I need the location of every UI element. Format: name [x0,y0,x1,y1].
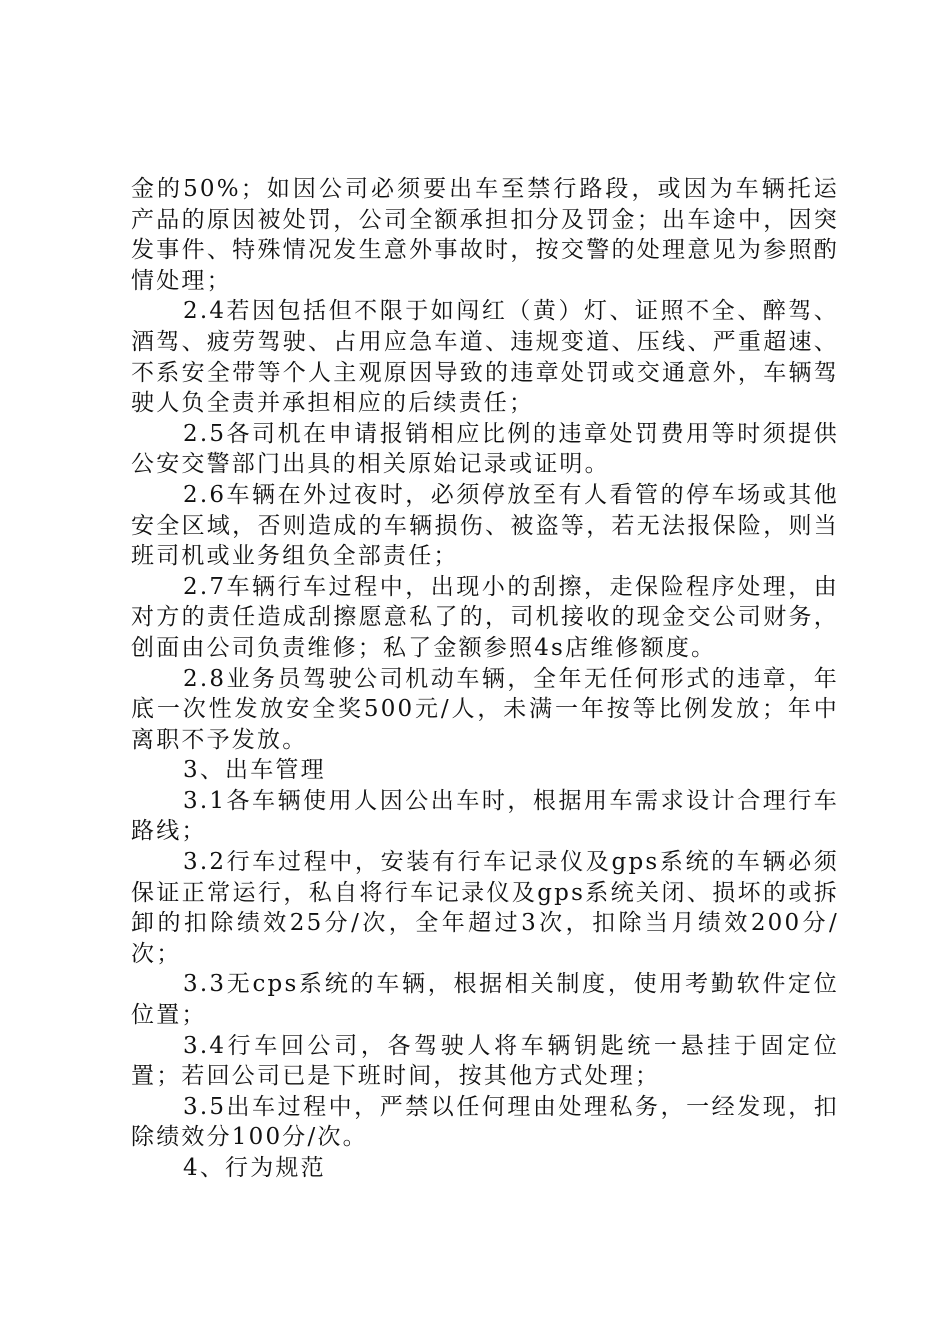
paragraph-3-4: 3.4行车回公司，各驾驶人将车辆钥匙统一悬挂于固定位置；若回公司已是下班时间，按其他方式处理； [131,1032,839,1090]
section-heading-4: 4、行为规范 [183,1155,326,1181]
paragraph-3-5: 3.5出车过程中，严禁以任何理由处理私务，一经发现，扣除绩效分100分/次。 [131,1093,839,1151]
paragraph-2-6: 2.6车辆在外过夜时，必须停放至有人看管的停车场或其他安全区域，否则造成的车辆损伤、被盗等，若无法报保险，则当班司机或业务组负全部责任； [131,481,839,570]
paragraph-continuation: 金的50%；如因公司必须要出车至禁行路段，或因为车辆托运产品的原因被处罚，公司全额承担扣分及罚金；出车途中，因突发事件、特殊情况发生意外事故时，按交警的处理意见为参照酌情处理； [131,176,839,294]
paragraph-2-4: 2.4若因包括但不限于如闯红（黄）灯、证照不全、醉驾、酒驾、疲劳驾驶、占用应急车道、违规变道、压线、严重超速、不系安全带等个人主观原因导致的违章处罚或交通意外，车辆驾驶人负全责并承担相应的后续责任； [131,298,839,417]
section-heading-3: 3、出车管理 [183,757,326,784]
paragraph-3-1: 3.1各车辆使用人因公出车时，根据用车需求设计合理行车路线； [131,787,839,845]
paragraph-2-8: 2.8业务员驾驶公司机动车辆，全年无任何形式的违章，年底一次性发放安全奖500元/人，未满一年按等比例发放；年中离职不予发放。 [131,665,839,753]
document-body [131,174,839,1184]
paragraph-3-2: 3.2行车过程中，安装有行车记录仪及gps系统的车辆必须保证正常运行，私自将行车记录仪及gps系统关闭、损坏的或拆卸的扣除绩效25分/次，全年超过3次，扣除当月绩效200分/次； [131,849,839,967]
paragraph-3-3: 3.3无cps系统的车辆，根据相关制度，使用考勤软件定位位置； [131,971,839,1029]
paragraph-2-5: 2.5各司机在申请报销相应比例的违章处罚费用等时须提供公安交警部门出具的相关原始记录或证明。 [131,420,839,478]
paragraph-2-7: 2.7车辆行车过程中，出现小的刮擦，走保险程序处理，由对方的责任造成刮擦愿意私了的，司机接收的现金交公司财务，创面由公司负责维修；私了金额参照4s店维修额度。 [131,573,839,661]
